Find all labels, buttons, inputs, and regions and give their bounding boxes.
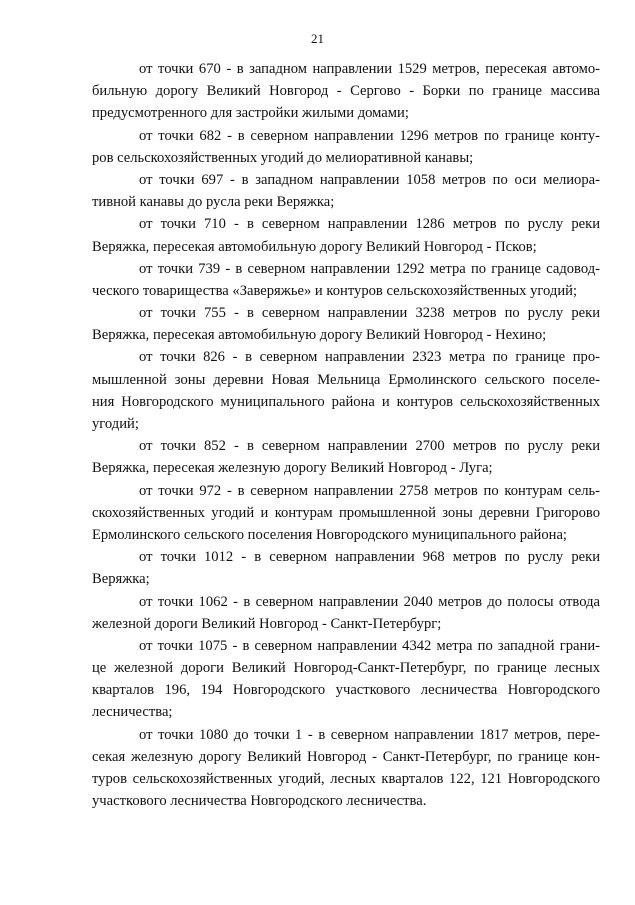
paragraph-line: участкового лесничества Новгородского лесничества.	[92, 793, 427, 810]
paragraph-line: скохозяйственных угодий и контурам промышленной зоны деревни Григорово	[92, 504, 600, 521]
paragraph-line: Веряжка, пересекая железную дорогу Великий Новгород - Луга;	[92, 460, 493, 477]
paragraph	[92, 213, 600, 257]
paragraph-line: Веряжка;	[92, 571, 150, 588]
paragraph	[92, 169, 600, 213]
paragraph-line: от точки 755 - в северном направлении 3238 метров по руслу реки	[139, 305, 600, 322]
paragraph-line: железной дороги Великий Новгород - Санкт-Петербург;	[92, 615, 442, 632]
paragraph-line: секая железную дорогу Великий Новгород - Санкт-Петербург, по границе кон-	[92, 748, 600, 765]
paragraph-line: туров сельскохозяйственных угодий, лесных кварталов 122, 121 Новгородского	[92, 771, 600, 787]
paragraph	[92, 258, 600, 302]
paragraph	[92, 635, 600, 724]
paragraph-line: мышленной зоны деревни Новая Мельница Ермолинского сельского поселе-	[92, 371, 600, 388]
paragraph-line: угодий;	[92, 416, 139, 432]
paragraph	[92, 302, 600, 346]
paragraph-line: от точки 682 - в северном направлении 1296 метров по границе конту-	[139, 127, 600, 144]
paragraph-line: бильную дорогу Великий Новгород - Сергово - Борки по границе массива	[92, 83, 600, 100]
paragraph-line: от точки 710 - в северном направлении 1286 метров по руслу реки	[139, 216, 600, 233]
paragraph	[92, 125, 600, 169]
paragraph-line: Ермолинского сельского поселения Новгородского муниципального района;	[92, 526, 567, 543]
paragraph	[92, 435, 600, 479]
paragraph	[92, 724, 600, 813]
paragraph-line: це железной дороги Великий Новгород-Санкт-Петербург, по границе лесных	[92, 660, 600, 677]
paragraph-line: кварталов 196, 194 Новгородского участкового лесничества Новгородского	[92, 682, 600, 699]
paragraph-line: от точки 972 - в северном направлении 2758 метров по контурам сель-	[139, 482, 600, 499]
paragraph-line: от точки 852 - в северном направлении 2700 метров по руслу реки	[139, 438, 600, 455]
paragraph	[92, 346, 600, 435]
paragraph	[92, 591, 600, 635]
paragraph-line: ров сельскохозяйственных угодий до мелиоративной канавы;	[92, 149, 474, 166]
page-number: 21	[311, 31, 324, 46]
paragraph-line: ния Новгородского муниципального района и контуров сельскохозяйственных	[92, 393, 600, 410]
paragraph-line: от точки 826 - в северном направлении 2323 метра по границе про-	[139, 349, 600, 366]
paragraph-line: от точки 1062 - в северном направлении 2040 метров до полосы отвода	[139, 593, 600, 610]
paragraph-line: от точки 670 - в западном направлении 1529 метров, пересекая автомо-	[139, 61, 600, 77]
paragraph	[92, 546, 600, 590]
paragraph-line: ческого товарищества «Заверяжье» и контуров сельскохозяйственных угодий;	[92, 282, 578, 299]
paragraph-line: лесничества;	[92, 704, 173, 721]
paragraph-line: от точки 697 - в западном направлении 1058 метров по оси мелиора-	[139, 171, 600, 188]
paragraph-line: Веряжка, пересекая автомобильную дорогу Великий Новгород - Псков;	[92, 238, 537, 255]
paragraph-line: от точки 1012 - в северном направлении 968 метров по руслу реки	[139, 549, 600, 566]
paragraph-line: тивной канавы до русла реки Веряжка;	[92, 194, 335, 211]
paragraph-line: предусмотренного для застройки жилыми домами;	[92, 105, 409, 122]
paragraph-line: от точки 1075 - в северном направлении 4342 метра по западной грани-	[139, 637, 600, 654]
paragraph-line: от точки 739 - в северном направлении 1292 метра по границе садовод-	[139, 260, 600, 277]
paragraph	[92, 480, 600, 547]
document-body	[92, 58, 600, 812]
paragraph-line: от точки 1080 до точки 1 - в северном направлении 1817 метров, пере-	[139, 726, 600, 743]
paragraph	[92, 58, 600, 125]
paragraph-line: Веряжка, пересекая автомобильную дорогу Великий Новгород - Нехино;	[92, 327, 547, 344]
